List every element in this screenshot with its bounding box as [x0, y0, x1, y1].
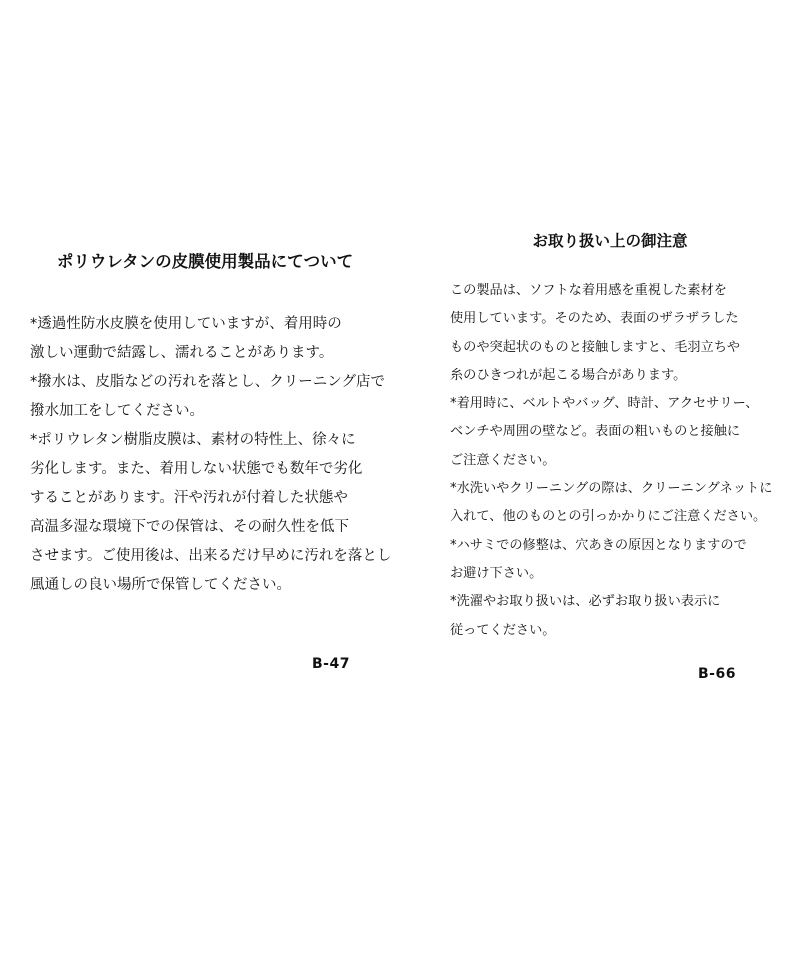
right-notice-body	[450, 277, 772, 645]
right-notice-line: *洗濯やお取り扱いは、必ずお取り扱い表示に	[450, 594, 721, 610]
right-notice-line: *着用時に、ベルトやバッグ、時計、アクセサリー、	[450, 396, 759, 412]
left-notice-line: 風通しの良い場所で保管してください。	[30, 577, 291, 593]
left-notice-title: ポリウレタンの皮膜使用製品にてついて	[56, 252, 354, 271]
left-notice-line: *透過性防水皮膜を使用していますが、着用時の	[30, 316, 342, 332]
right-notice-line: ご注意ください。	[450, 452, 556, 468]
care-notice-left	[30, 230, 392, 593]
right-notice-line: 使用しています。そのため、表面のザラザラした	[450, 311, 739, 327]
right-notice-title: お取り扱い上の御注意	[532, 232, 688, 250]
left-notice-line: 撥水加工をしてください。	[30, 403, 204, 419]
right-notice-line: 入れて、他のものとの引っかかりにご注意ください。	[450, 509, 767, 525]
right-notice-line: ベンチや周囲の壁など。表面の粗いものと接触に	[450, 424, 741, 440]
left-notice-line: することがあります。汗や汚れが付着した状態や	[30, 490, 348, 506]
left-notice-body	[30, 310, 391, 600]
care-notice-right	[450, 215, 773, 638]
right-notice-line: お避け下さい。	[450, 565, 543, 581]
left-notice-line: 劣化します。また、着用しない状態でも数年で劣化	[30, 461, 363, 477]
left-notice-code: B-47	[312, 656, 350, 672]
left-notice-line: *ポリウレタン樹脂皮膜は、素材の特性上、徐々に	[30, 432, 356, 448]
right-notice-code: B-66	[698, 666, 736, 682]
left-notice-line: *撥水は、皮脂などの汚れを落とし、クリーニング店で	[30, 374, 385, 390]
right-notice-line: 糸のひきつれが起こる場合があります。	[450, 367, 687, 383]
left-notice-line: 激しい運動で結露し、濡れることがあります。	[30, 345, 334, 361]
right-notice-line: *水洗いやクリーニングの際は、クリーニングネットに	[450, 481, 773, 497]
right-notice-line: 従ってください。	[450, 622, 556, 638]
left-notice-line: 高温多湿な環境下での保管は、その耐久性を低下	[30, 519, 349, 535]
right-notice-line: *ハサミでの修整は、穴あきの原因となりますので	[450, 537, 747, 553]
right-notice-line: ものや突起状のものと接触しますと、毛羽立ちや	[450, 339, 741, 355]
left-notice-line: させます。ご使用後は、出来るだけ早めに汚れを落とし	[30, 548, 392, 564]
right-notice-line: この製品は、ソフトな着用感を重視した素材を	[450, 283, 727, 298]
